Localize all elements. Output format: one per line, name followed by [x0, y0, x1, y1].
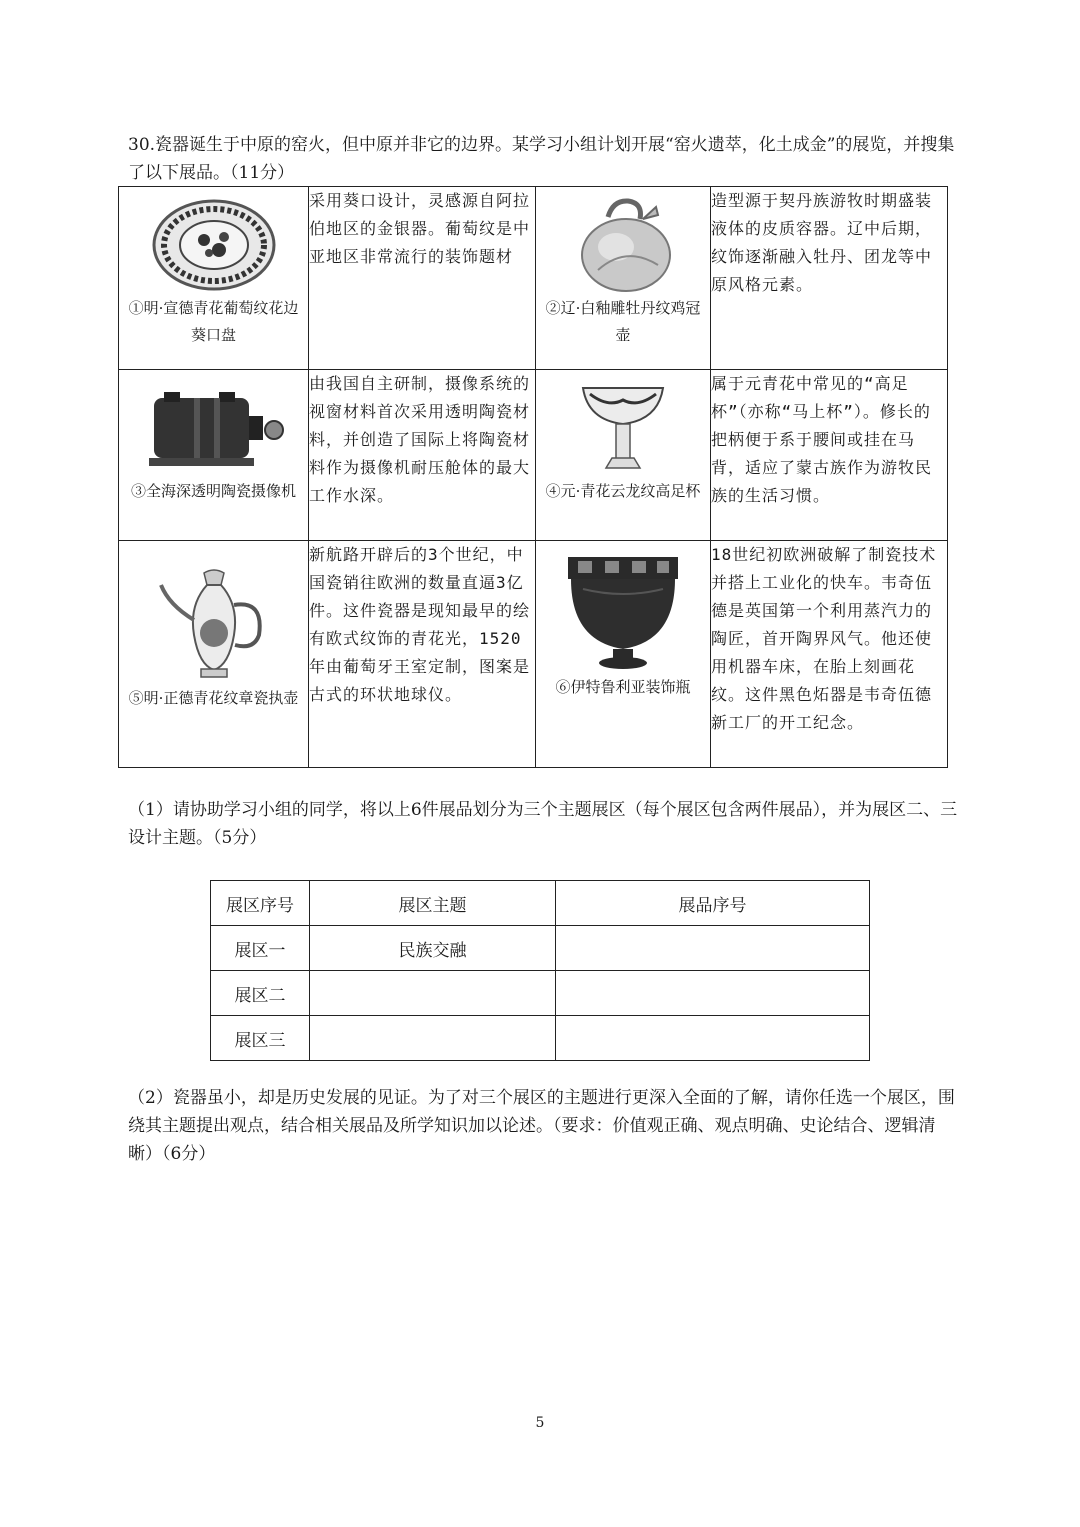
zone-1-label: 展区一 — [211, 926, 310, 971]
exhibit-1-description: 采用葵口设计，灵感源自阿拉伯地区的金银器。葡萄纹是中亚地区非常流行的装饰题材 — [309, 187, 536, 370]
zone-header-number: 展区序号 — [211, 881, 310, 926]
question-part1: （1）请协助学习小组的同学，将以上6件展品划分为三个主题展区（每个展区包含两件展品），并为展区二、三设计主题。（5分） — [128, 800, 958, 848]
zone-1-theme: 民族交融 — [310, 926, 556, 971]
zone-3-theme-field[interactable] — [310, 1016, 556, 1061]
ewer-icon — [149, 565, 279, 685]
exhibit-table — [118, 186, 948, 768]
exhibit-3-image-cell — [119, 370, 309, 541]
cockscomb-flask-icon — [568, 195, 678, 295]
blue-white-plate-icon — [149, 195, 279, 295]
exhibit-4-image-cell — [536, 370, 711, 541]
exhibit-1-caption: ①明·宣德青花葡萄纹花边葵口盘 — [128, 299, 299, 344]
exhibit-2-caption: ②辽·白釉雕牡丹纹鸡冠壶 — [545, 299, 701, 344]
exhibit-5-image-cell — [119, 541, 309, 768]
exhibit-2-description: 造型源于契丹族游牧时期盛装液体的皮质容器。辽中后期，纹饰逐渐融入牡丹、团龙等中原风格元素。 — [711, 187, 948, 370]
exhibit-3-description: 由我国自主研制，摄像系统的视窗材料首次采用透明陶瓷材料，并创造了国际上将陶瓷材料作为摄像机耐压舱体的最大工作水深。 — [309, 370, 536, 541]
exhibit-1-image-cell — [119, 187, 309, 370]
zone-table — [210, 880, 870, 1061]
exhibit-3-caption: ③全海深透明陶瓷摄像机 — [130, 482, 296, 500]
deep-sea-camera-icon — [139, 378, 289, 478]
zone-header-theme: 展区主题 — [310, 881, 556, 926]
exhibit-2-image-cell — [536, 187, 711, 370]
exhibit-6-description: 18世纪初欧洲破解了制瓷技术并搭上工业化的快车。韦奇伍德是英国第一个利用蒸汽力的陶匠，首开陶界风气。他还使用机器车床，在胎上刻画花纹。这件黑色炻器是韦奇伍德新工厂的开工纪念。 — [711, 541, 948, 768]
question-part2: （2）瓷器虽小，却是历史发展的见证。为了对三个展区的主题进行更深入全面的了解，请你任选一个展区，围绕其主题提出观点，结合相关展品及所学知识加以论述。（要求：价值观正确、观点明确、史论结合、逻辑清晰）（6分） — [128, 1088, 955, 1164]
zone-3-label: 展区三 — [211, 1016, 310, 1061]
etruscan-vase-icon — [553, 549, 693, 674]
question-intro: 30.瓷器诞生于中原的窑火，但中原并非它的边界。某学习小组计划开展“窑火遗萃，化土成金”的展览，并搜集了以下展品。（11分） — [128, 135, 955, 183]
page-number: 5 — [535, 1415, 545, 1431]
zone-1-items-field[interactable] — [556, 926, 870, 971]
exhibit-6-caption: ⑥伊特鲁利亚装饰瓶 — [555, 678, 691, 696]
zone-header-items: 展品序号 — [556, 881, 870, 926]
stem-cup-icon — [568, 378, 678, 478]
exhibit-5-caption: ⑤明·正德青花纹章瓷执壶 — [128, 689, 299, 707]
zone-2-label: 展区二 — [211, 971, 310, 1016]
exhibit-6-image-cell — [536, 541, 711, 768]
zone-3-items-field[interactable] — [556, 1016, 870, 1061]
zone-2-theme-field[interactable] — [310, 971, 556, 1016]
exhibit-4-caption: ④元·青花云龙纹高足杯 — [545, 482, 701, 500]
exhibit-4-description: 属于元青花中常见的“高足杯”（亦称“马上杯”）。修长的把柄便于系于腰间或挂在马背，适应了蒙古族作为游牧民族的生活习惯。 — [711, 370, 948, 541]
zone-2-items-field[interactable] — [556, 971, 870, 1016]
exhibit-5-description: 新航路开辟后的3个世纪，中国瓷销往欧洲的数量直逼3亿件。这件瓷器是现知最早的绘有欧式纹饰的青花光，1520年由葡萄牙王室定制，图案是古式的环状地球仪。 — [309, 541, 536, 768]
